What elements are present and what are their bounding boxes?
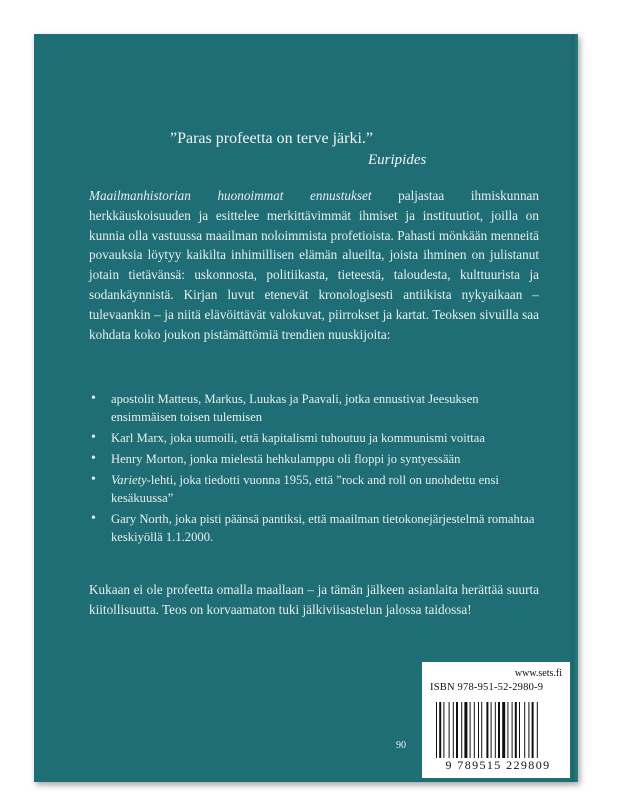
list-item: • Variety-lehti, joka tiedotti vuonna 1955, että ”rock and roll on unohdettu ensi kesäkuussa” <box>89 471 539 507</box>
epigraph-author: Euripides <box>368 152 427 168</box>
intro-text: paljastaa ihmiskunnan herkkäuskoisuuden ja esittelee merkittävimmät ihmiset ja instituutiot, joilla on kunnia olla vastuussa maailman noloimmista profetioista. Pahasti mönkään menneitä povauksia löytyy kaikilta inhimillisen elämän alueilta, joista ihminen on julistanut jotain tietävänsä: uskonnosta, politiikasta, tieteestä, taloudesta, kulttuurista ja sodankäynnistä. Kirjan luvut etenevät kronologisesti antiikista nykyaikaan – tulevaankin – ja niitä elävöittävät valokuvat, piirrokset ja kartat. Teoksen sivuilla saa kohdata koko joukon pistämättömiä trendien nuuskijoita: <box>89 188 540 342</box>
closing-paragraph: Kukaan ei ole profeetta omalla maallaan – ja tämän jälkeen asianlaita herättää suurta kiitollisuutta. Teos on korvaamaton tuki jälkiviisastelun jalossa taidossa! <box>89 582 539 617</box>
barcode-digits: 9 789515 229809 <box>445 758 551 772</box>
list-item: • Henry Morton, jonka mielestä hehkulamppu oli floppi jo syntyessään <box>89 450 539 468</box>
list-item: • Gary North, joka pisti päänsä pantiksi, että maailman tietokonejärjestelmä romahtaa keskiyöllä 1.1.2000. <box>89 510 539 546</box>
intro-paragraph <box>89 186 539 344</box>
barcode-bars <box>436 702 560 758</box>
isbn-text: ISBN 978-951-52-2980-9 <box>430 682 544 693</box>
list-item: • apostolit Matteus, Markus, Luukas ja Paavali, jotka ennustivat Jeesuksen ensimmäisen toisen tulemisen <box>89 390 539 426</box>
cover-edge <box>572 34 578 782</box>
magazine-name: Variety <box>111 473 147 487</box>
publisher-url: www.sets.fi <box>514 668 562 679</box>
book-title-italic: Maailmanhistorian huonoimmat ennustukset <box>89 188 372 203</box>
epigraph-quote: ”Paras profeetta on terve järki.” <box>170 130 374 147</box>
predictor-list <box>89 390 539 549</box>
barcode-label <box>422 662 570 778</box>
book-back-cover <box>34 34 578 782</box>
price-code: 90 <box>396 740 406 751</box>
list-item: • Karl Marx, joka uumoili, että kapitalismi tuhoutuu ja kommunismi voittaa <box>89 429 539 447</box>
